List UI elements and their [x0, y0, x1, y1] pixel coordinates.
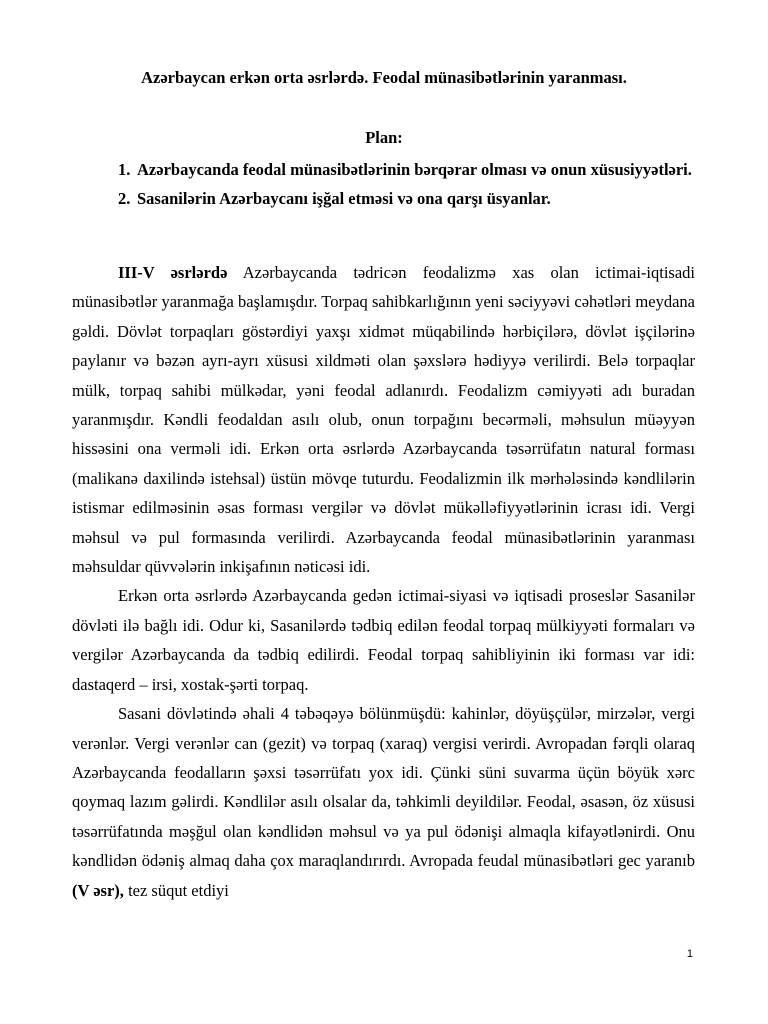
- paragraph: [72, 258, 695, 581]
- paragraph-text: Azərbaycanda tədricən feodalizmə xas olan ictimai-iqtisadi münasibətlər yaranmağa başlamışdır. Torpaq sahibkarlığının yeni səciyyəvi cəhətləri meydana gəldi. Dövlət torpaqları göstərdiyi yaxşı xidmət müqabilində hərbiçilərə, dövlət işçilərinə paylanır və bəzən ayrı-ayrı xüsusi xildməti olan şəxslərə hədiyyə verilirdi. Belə torpaqlar mülk, torpaq sahibi mülkədar, yəni feodal adlanırdı. Feodalizm cəmiyyəti adı buradan yaranmışdır. Kəndli feodaldan asılı olub, onun torpağını becərməli, məhsulun müəyyən hissəsini ona verməli idi. Erkən orta əsrlərdə Azərbaycanda təsərrüfatın natural forması (malikanə daxilində istehsal) üstün mövqe tuturdu. Feodalizmin ilk mərhələsində kəndlilərin istismar edilməsinin əsas forması vergilər və dövlət mükəlləfiyyətlərinin icrası idi. Vergi məhsul və pul formasında verilirdi. Azərbaycanda feodal münasibətlərinin yaranması məhsuldar qüvvələrin inkişafının nəticəsi idi.: [72, 263, 695, 577]
- plan-item-number: 1.: [118, 160, 131, 179]
- body-text: [72, 258, 695, 905]
- paragraph: [72, 581, 695, 699]
- plan-item-number: 2.: [118, 189, 131, 208]
- plan-item-text: Azərbaycanda feodal münasibətlərinin bərqərar olması və onun xüsusiyyətləri.: [137, 160, 692, 179]
- page-number: 1: [686, 948, 693, 960]
- plan-list: [118, 155, 698, 213]
- paragraph-text-after: tez süqut etdiyi: [123, 880, 229, 900]
- plan-item: [118, 155, 698, 184]
- plan-item: [118, 184, 698, 213]
- plan-heading: Plan:: [365, 128, 403, 147]
- paragraph-lead: III-V əsrlərdə: [118, 263, 228, 282]
- paragraph-text: Erkən orta əsrlərdə Azərbaycanda gedən ictimai-siyasi və iqtisadi proseslər Sasanilər dövləti ilə bağlı idi. Odur ki, Sasanilərdə tədbiq edilən feodal torpaq mülkiyyəti formaları və vergilər Azərbaycanda da tədbiq edilirdi. Feodal torpaq sahibliyinin iki forması var idi: dastaqerd – irsi, xostak-şərti torpaq.: [72, 586, 695, 694]
- paragraph-bold-inline: (V əsr),: [72, 880, 124, 900]
- plan-item-text: Sasanilərin Azərbaycanı işğal etməsi və ona qarşı üsyanlar.: [137, 189, 551, 208]
- paragraph: [72, 699, 695, 905]
- paragraph-text: Sasani dövlətində əhali 4 təbəqəyə bölünmüşdü: kahinlər, döyüşçülər, mirzələr, vergi verənlər. Vergi verənlər can (gezit) və torpaq (xaraq) vergisi verirdi. Avropadan fərqli olaraq Azərbaycanda feodalların şəxsi təsərrüfatı yox idi. Çünki süni suvarma üçün böyük xərc qoymaq lazım gəlirdi. Kəndlilər asılı olsalar da, təhkimli deyildilər. Feodal, əsasən, öz xüsusi təsərrüfatında məşğul olan kəndlidən məhsul və ya pul ödənişi almaqla kifayətlənirdi. Onu kəndlidən ödəniş almaq daha çox maraqlandırırdı. Avropada feudal münasibətləri gec yaranıb: [72, 704, 695, 871]
- document-title: Azərbaycan erkən orta əsrlərdə. Feodal münasibətlərinin yaranması.: [141, 68, 627, 87]
